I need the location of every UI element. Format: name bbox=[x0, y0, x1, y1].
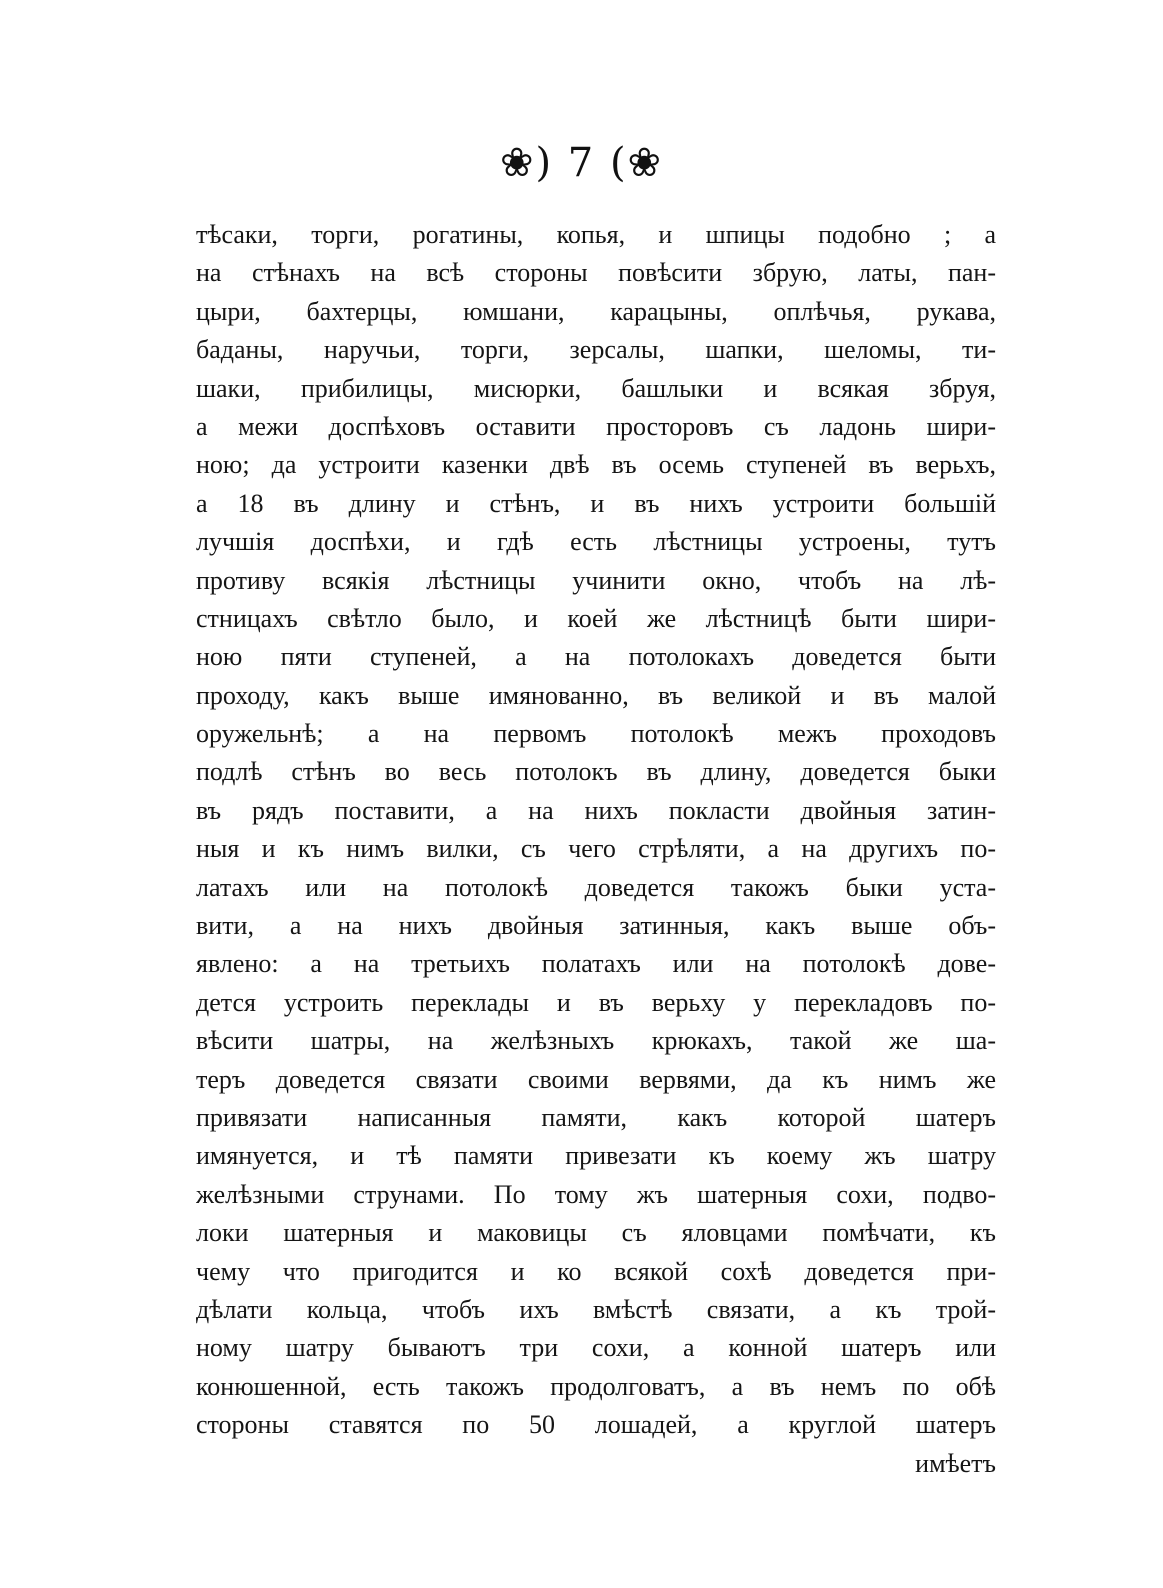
text-line: а 18 въ длину и стѣнъ, и въ нихъ устроити большій bbox=[196, 488, 996, 518]
text-line: шаки, прибилицы, мисюрки, башлыки и всякая збруя, bbox=[196, 373, 996, 403]
catchword: имѣетъ bbox=[915, 1448, 996, 1478]
text-line: имянуется, и тѣ памяти привезати къ коему жъ шатру bbox=[196, 1141, 996, 1171]
text-line: теръ доведется связати своими вервями, да къ нимъ же bbox=[196, 1064, 996, 1094]
text-line: ныя и къ нимъ вилки, съ чего стрѣляти, а на другихъ по- bbox=[196, 834, 996, 864]
text-line: въ рядъ поставити, а на нихъ покласти двойныя затин- bbox=[196, 795, 996, 825]
text-line: цыри, бахтерцы, юмшани, карацыны, оплѣчья, рукава, bbox=[196, 296, 996, 326]
text-line: противу всякія лѣстницы учинити окно, чтобъ на лѣ- bbox=[196, 565, 996, 595]
text-line: привязати написанныя памяти, какъ которой шатеръ bbox=[196, 1102, 996, 1132]
text-line: тѣсаки, торги, рогатины, копья, и шпицы подобно ; а bbox=[196, 220, 996, 249]
text-line: явлено: а на третьихъ полатахъ или на потолокѣ дове- bbox=[196, 949, 996, 979]
body-text bbox=[196, 216, 996, 1483]
text-line: латахъ или на потолокѣ доведется такожъ быки уста- bbox=[196, 872, 996, 902]
text-line: а межи доспѣховъ оставити просторовъ съ ладонь шири- bbox=[196, 411, 996, 441]
text-line: баданы, наручьи, торги, зерсалы, шапки, шеломы, ти- bbox=[196, 335, 996, 365]
text-line: лучшія доспѣхи, и гдѣ есть лѣстницы устроены, тутъ bbox=[196, 527, 996, 557]
page-number-header: ❀) 7 (❀ bbox=[499, 140, 664, 186]
text-line: дется устроить переклады и въ верьху у перекладовъ по- bbox=[196, 987, 996, 1017]
text-line: стницахъ свѣтло было, и коей же лѣстницѣ быти шири- bbox=[196, 603, 996, 633]
text-line: ному шатру бываютъ три сохи, а конной шатеръ или bbox=[196, 1333, 996, 1363]
text-line: вѣсити шатры, на желѣзныхъ крюкахъ, такой же ша- bbox=[196, 1026, 996, 1056]
text-line: стороны ставятся по 50 лошадей, а круглой шатеръ bbox=[196, 1410, 996, 1440]
text-line: локи шатерныя и маковицы съ яловцами помѣчати, къ bbox=[196, 1218, 996, 1248]
text-line: конюшенной, есть такожъ продолговатъ, а въ немъ по обѣ bbox=[196, 1371, 996, 1401]
text-line: на стѣнахъ на всѣ стороны повѣсити збрую, латы, пан- bbox=[196, 258, 996, 288]
text-line: желѣзными струнами. По тому жъ шатерныя сохи, подво- bbox=[196, 1179, 996, 1209]
text-line: чему что пригодится и ко всякой сохѣ доведется при- bbox=[196, 1256, 996, 1286]
text-line: вити, а на нихъ двойныя затинныя, какъ выше объ- bbox=[196, 911, 996, 941]
text-line: проходу, какъ выше имянованно, въ великой и въ малой bbox=[196, 680, 996, 710]
text-line: оружельнѣ; а на первомъ потолокѣ межъ проходовъ bbox=[196, 719, 996, 749]
text-line: ною; да устроити казенки двѣ въ осемь ступеней въ верьхъ, bbox=[196, 450, 996, 480]
text-line: дѣлати кольца, чтобъ ихъ вмѣстѣ связати, а къ трой- bbox=[196, 1294, 996, 1324]
text-line: ною пяти ступеней, а на потолокахъ доведется быти bbox=[196, 642, 996, 672]
text-line: подлѣ стѣнъ во весь потолокъ въ длину, доведется быки bbox=[196, 757, 996, 787]
